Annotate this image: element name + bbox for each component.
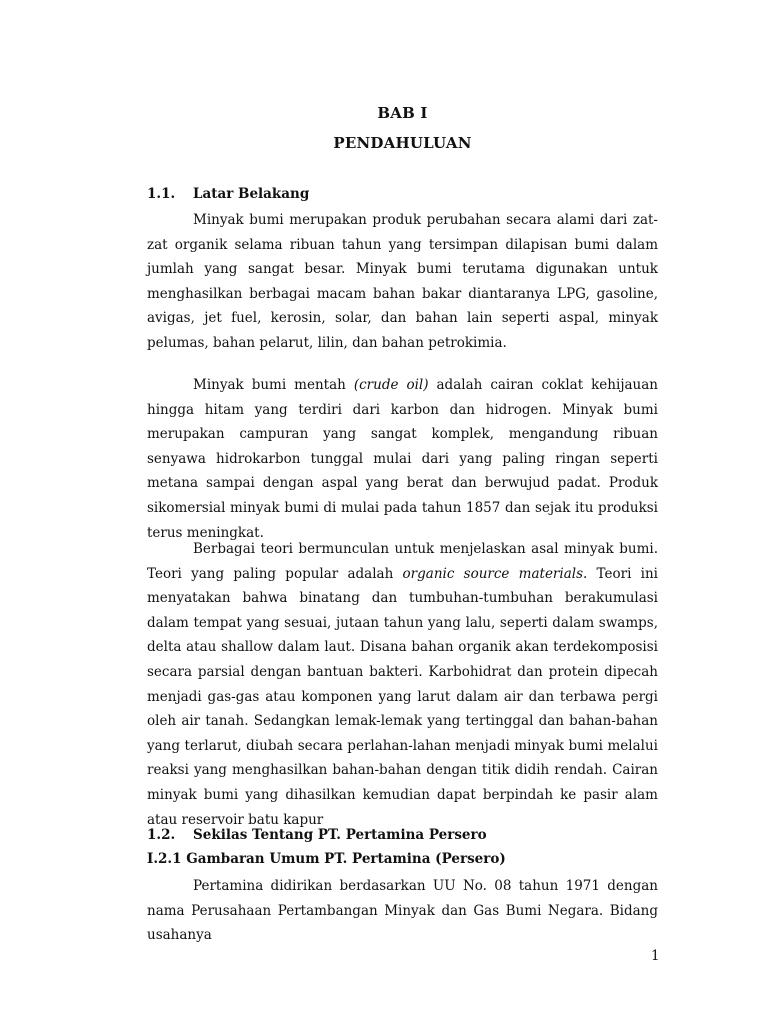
section-title: Latar Belakang — [193, 186, 310, 202]
paragraph-3-italic: organic source materials. — [402, 565, 588, 582]
page-number: 1 — [651, 948, 660, 964]
section-heading-1-1 — [147, 186, 309, 202]
paragraph-2-italic: (crude oil) — [353, 377, 429, 393]
chapter-number: BAB I — [377, 104, 428, 122]
paragraph-2-text-b: adalah cairan coklat kehijauan hingga hitam yang terdiri dari karbon dan hidrogen. Minyak bumi merupakan campuran yang sangat komplek, mengandung ribuan senyawa hidrokarbon tunggal mulai dari yang paling ringan seperti metana sampai dengan aspal yang berat dan berwujud padat. Produk sikomersial minyak bumi di mulai pada tahun 1857 dan sejak itu produksi terus meningkat. — [147, 377, 658, 541]
section-title: Sekilas Tentang PT. Pertamina Persero — [193, 827, 487, 843]
section-number: 1.1. — [147, 186, 176, 202]
paragraph-4: Pertamina didirikan berdasarkan UU No. 08 tahun 1971 dengan nama Perusahaan Pertambangan Minyak dan Gas Bumi Negara. Bidang usahanya — [147, 878, 658, 944]
chapter-title: PENDAHULUAN — [333, 134, 472, 152]
paragraph-3-text-a: Berbagai teori bermunculan untuk menjelaskan asal minyak bumi. Teori yang paling popular adalah — [147, 541, 658, 582]
paragraph-2 — [147, 373, 658, 545]
paragraph-1: Minyak bumi merupakan produk perubahan secara alami dari zat-zat organik selama ribuan tahun yang tersimpan dilapisan bumi dalam jumlah yang sangat besar. Minyak bumi terutama digunakan untuk menghasilkan berbagai macam bahan bakar diantaranya LPG, gasoline, avigas, jet fuel, kerosin, solar, dan bahan lain seperti aspal, minyak pelumas, bahan pelarut, lilin, dan bahan petrokimia. — [147, 212, 658, 351]
section-heading-1-2 — [147, 827, 487, 843]
paragraph-3-text-b: Teori ini menyatakan bahwa binatang dan tumbuhan-tumbuhan berakumulasi dalam tempat yang sesuai, jutaan tahun yang lalu, seperti dalam swamps, delta atau shallow dalam laut. Disana bahan organik akan terdekomposisi secara parsial dengan bantuan bakteri. Karbohidrat dan protein dipecah menjadi gas-gas atau komponen yang larut dalam air dan terbawa pergi oleh air tanah. Sedangkan lemak-lemak yang tertinggal dan bahan-bahan yang terlarut, diubah secara perlahan-lahan menjadi minyak bumi melalui reaksi yang menghasilkan bahan-bahan dengan titik didih rendah. Cairan minyak bumi yang dihasilkan kemudian dapat berpindah ke pasir alam atau reservoir batu kapur — [147, 565, 658, 828]
section-number: 1.2. — [147, 827, 176, 843]
paragraph-2-text-a: Minyak bumi mentah — [193, 377, 354, 393]
paragraph-3 — [147, 537, 658, 832]
subsection-heading-1-2-1: I.2.1 Gambaran Umum PT. Pertamina (Persero) — [147, 851, 506, 867]
